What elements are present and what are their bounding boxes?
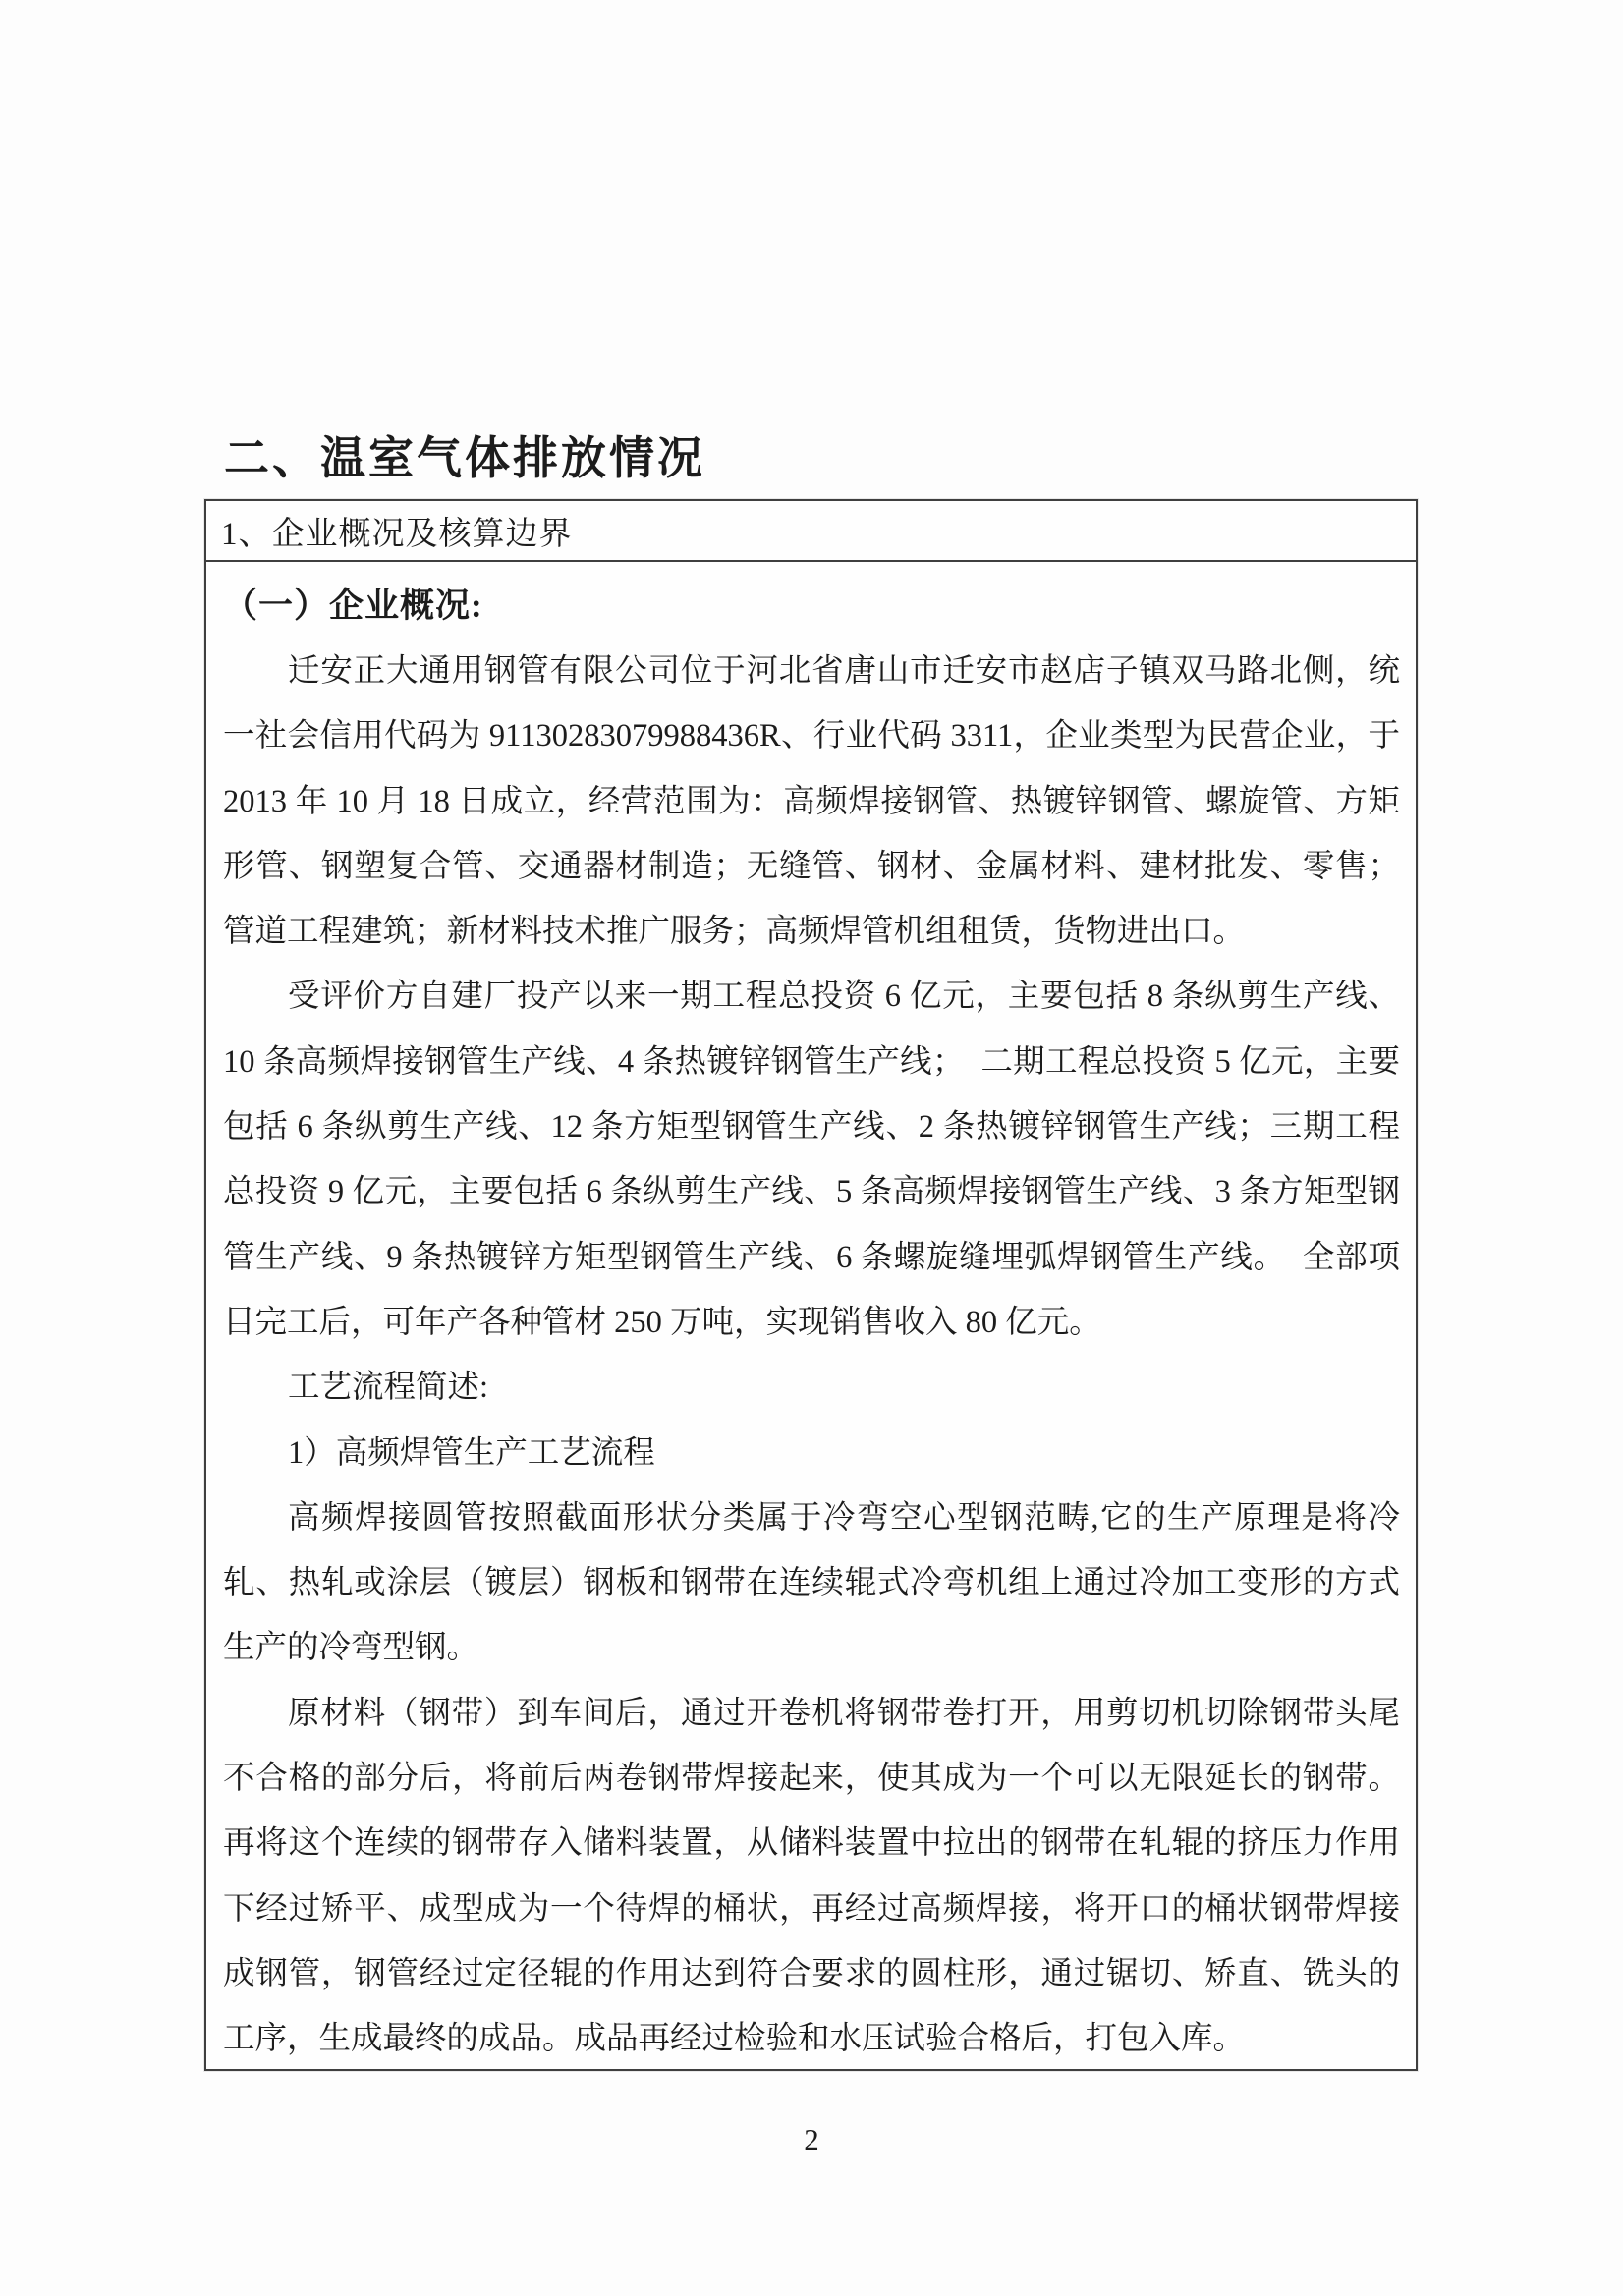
text-line: 下经过矫平、成型成为一个待焊的桶状，再经过高频焊接，将开口的桶状钢带焊接 bbox=[223, 1890, 1400, 1927]
boundary-table bbox=[204, 499, 1418, 2071]
body-text bbox=[223, 639, 1400, 2069]
text-line: 高频焊接圆管按照截面形状分类属于冷弯空心型钢范畴,它的生产原理是将冷 bbox=[288, 1499, 1400, 1536]
text-line: 轧、热轧或涂层（镀层）钢板和钢带在连续辊式冷弯机组上通过冷加工变形的方式 bbox=[223, 1565, 1400, 1601]
text-line: 10 条高频焊接钢管生产线、4 条热镀锌钢管生产线； 二期工程总投资 5 亿元，主要 bbox=[223, 1043, 1400, 1080]
text-line: 工序，生成最终的成品。成品再经过检验和水压试验合格后，打包入库。 bbox=[223, 2021, 1246, 2057]
text-line: 生产的冷弯型钢。 bbox=[223, 1630, 479, 1666]
text-line: 形管、钢塑复合管、交通器材制造；无缝管、钢材、金属材料、建材批发、零售； bbox=[223, 848, 1400, 884]
text-line: 成钢管，钢管经过定径辊的作用达到符合要求的圆柱形，通过锯切、矫直、铣头的 bbox=[223, 1955, 1400, 1991]
text-line: 2013 年 10 月 18 日成立，经营范围为：高频焊接钢管、热镀锌钢管、螺旋管、方矩 bbox=[223, 783, 1400, 819]
text-line: 再将这个连续的钢带存入储料装置，从储料装置中拉出的钢带在轧辊的挤压力作用 bbox=[223, 1825, 1400, 1862]
text-line: 原材料（钢带）到车间后，通过开卷机将钢带卷打开，用剪切机切除钢带头尾 bbox=[288, 1695, 1400, 1731]
text-line: 包括 6 条纵剪生产线、12 条方矩型钢管生产线、2 条热镀锌钢管生产线；三期工程 bbox=[223, 1109, 1400, 1146]
text-line: 迁安正大通用钢管有限公司位于河北省唐山市迁安市赵店子镇双马路北侧，统 bbox=[288, 653, 1400, 689]
page-number: 2 bbox=[804, 2122, 819, 2156]
text-line: 总投资 9 亿元，主要包括 6 条纵剪生产线、5 条高频焊接钢管生产线、3 条方矩型钢 bbox=[223, 1174, 1400, 1210]
text-line: 工艺流程简述: bbox=[288, 1370, 489, 1406]
text-line: 管生产线、9 条热镀锌方矩型钢管生产线、6 条螺旋缝埋弧焊钢管生产线。 全部项 bbox=[223, 1239, 1400, 1275]
subsection-title: （一）企业概况: bbox=[223, 587, 483, 625]
table-body-cell bbox=[206, 562, 1416, 2069]
text-line: 管道工程建筑；新材料技术推广服务；高频焊管机组租赁，货物进出口。 bbox=[223, 914, 1246, 950]
table-header-row: 1、企业概况及核算边界 bbox=[206, 501, 1416, 562]
text-line: 一社会信用代码为 91130283079988436R、行业代码 3311，企业类型为民营企业，于 bbox=[223, 718, 1400, 755]
text-line: 受评价方自建厂投产以来一期工程总投资 6 亿元，主要包括 8 条纵剪生产线、 bbox=[288, 979, 1400, 1015]
text-line: 目完工后，可年产各种管材 250 万吨，实现销售收入 80 亿元。 bbox=[223, 1304, 1101, 1340]
text-line: 1）高频焊管生产工艺流程 bbox=[288, 1434, 655, 1471]
section-heading: 二、温室气体排放情况 bbox=[224, 433, 705, 483]
text-line: 不合格的部分后，将前后两卷钢带焊接起来，使其成为一个可以无限延长的钢带。 bbox=[223, 1761, 1400, 1797]
